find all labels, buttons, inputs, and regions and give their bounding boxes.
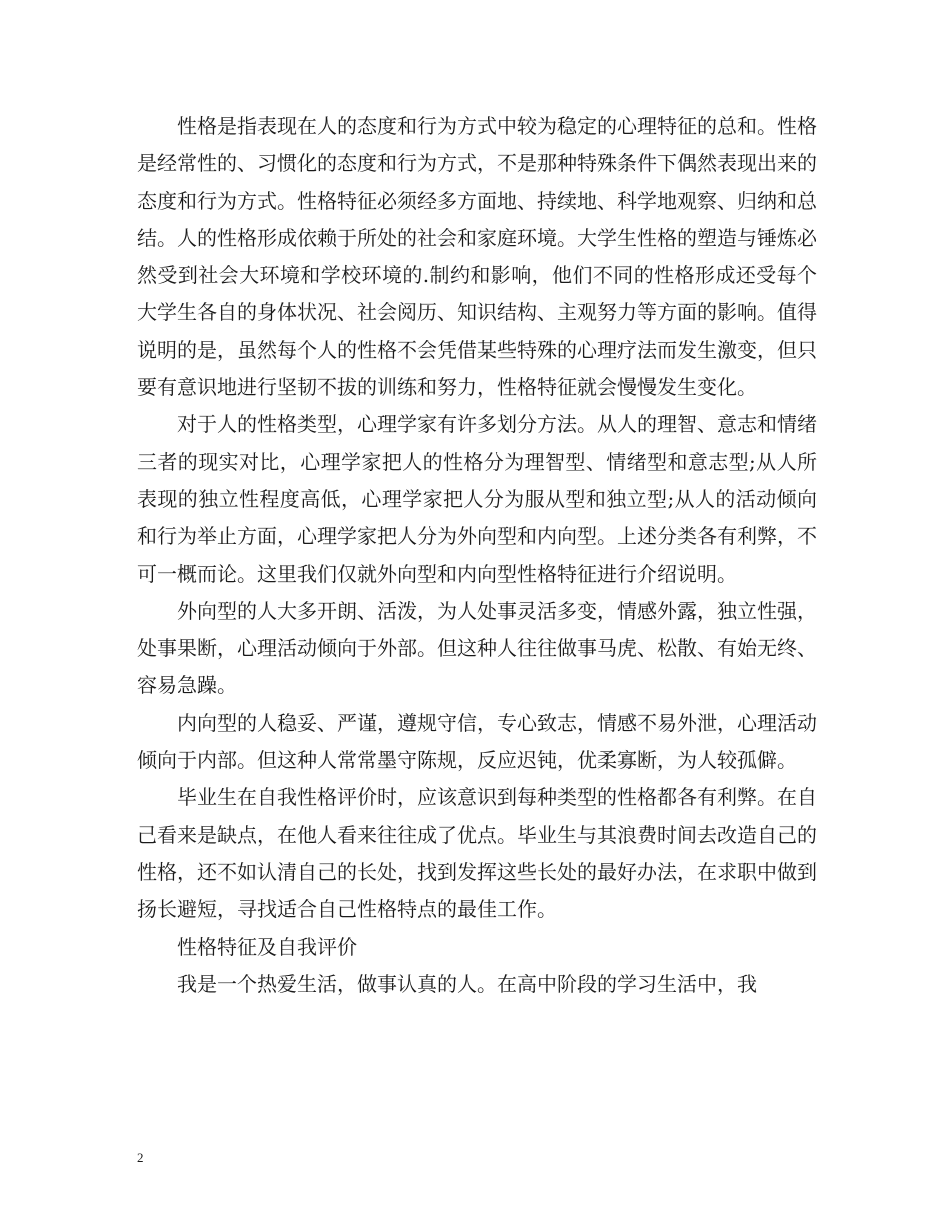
paragraph-self-evaluation-advice: 毕业生在自我性格评价时，应该意识到每种类型的性格都各有利弊。在自己看来是缺点，在他人看来往往成了优点。毕业生与其浪费时间去改造自己的性格，还不如认清自己的长处，找到发挥这些长处的最好办法，在求职中做到扬长避短，寻找适合自己性格特点的最佳工作。 bbox=[137, 785, 817, 922]
paragraph-personality-definition: 性格是指表现在人的态度和行为方式中较为稳定的心理特征的总和。性格是经常性的、习惯化的态度和行为方式，不是那种特殊条件下偶然表现出来的态度和行为方式。性格特征必须经多方面地、持续地、科学地观察、归纳和总结。人的性格形成依赖于所处的社会和家庭环境。大学生性格的塑造与锤炼必然受到社会大环境和学校环境的.制约和影响，他们不同的性格形成还受每个大学生各自的身体状况、社会阅历、知识结构、主观努力等方面的影响。值得说明的是，虽然每个人的性格不会凭借某些特殊的心理疗法而发生激变，但只要有意识地进行坚韧不拔的训练和努力，性格特征就会慢慢发生变化。 bbox=[137, 114, 817, 400]
paragraph-extrovert: 外向型的人大多开朗、活泼，为人处事灵活多变，情感外露，独立性强，处事果断，心理活动倾向于外部。但这种人往往做事马虎、松散、有始无终、容易急躁。 bbox=[137, 598, 817, 698]
paragraph-self-description: 我是一个热爱生活，做事认真的人。在高中阶段的学习生活中，我 bbox=[177, 971, 757, 996]
paragraph-introvert: 内向型的人稳妥、严谨，遵规守信，专心致志，情感不易外泄，心理活动倾向于内部。但这种人常常墨守陈规，反应迟钝，优柔寡断，为人较孤僻。 bbox=[137, 710, 817, 773]
paragraph-personality-types: 对于人的性格类型，心理学家有许多划分方法。从人的理智、意志和情绪三者的现实对比，心理学家把人的性格分为理智型、情绪型和意志型;从人所表现的独立性程度高低，心理学家把人分为服从型和独立型;从人的活动倾向和行为举止方面，心理学家把人分为外向型和内向型。上述分类各有利弊，不可一概而论。这里我们仅就外向型和内向型性格特征进行介绍说明。 bbox=[137, 412, 817, 586]
section-heading: 性格特征及自我评价 bbox=[177, 934, 357, 959]
body-text bbox=[137, 108, 817, 1003]
page-number: 2 bbox=[137, 1150, 144, 1165]
